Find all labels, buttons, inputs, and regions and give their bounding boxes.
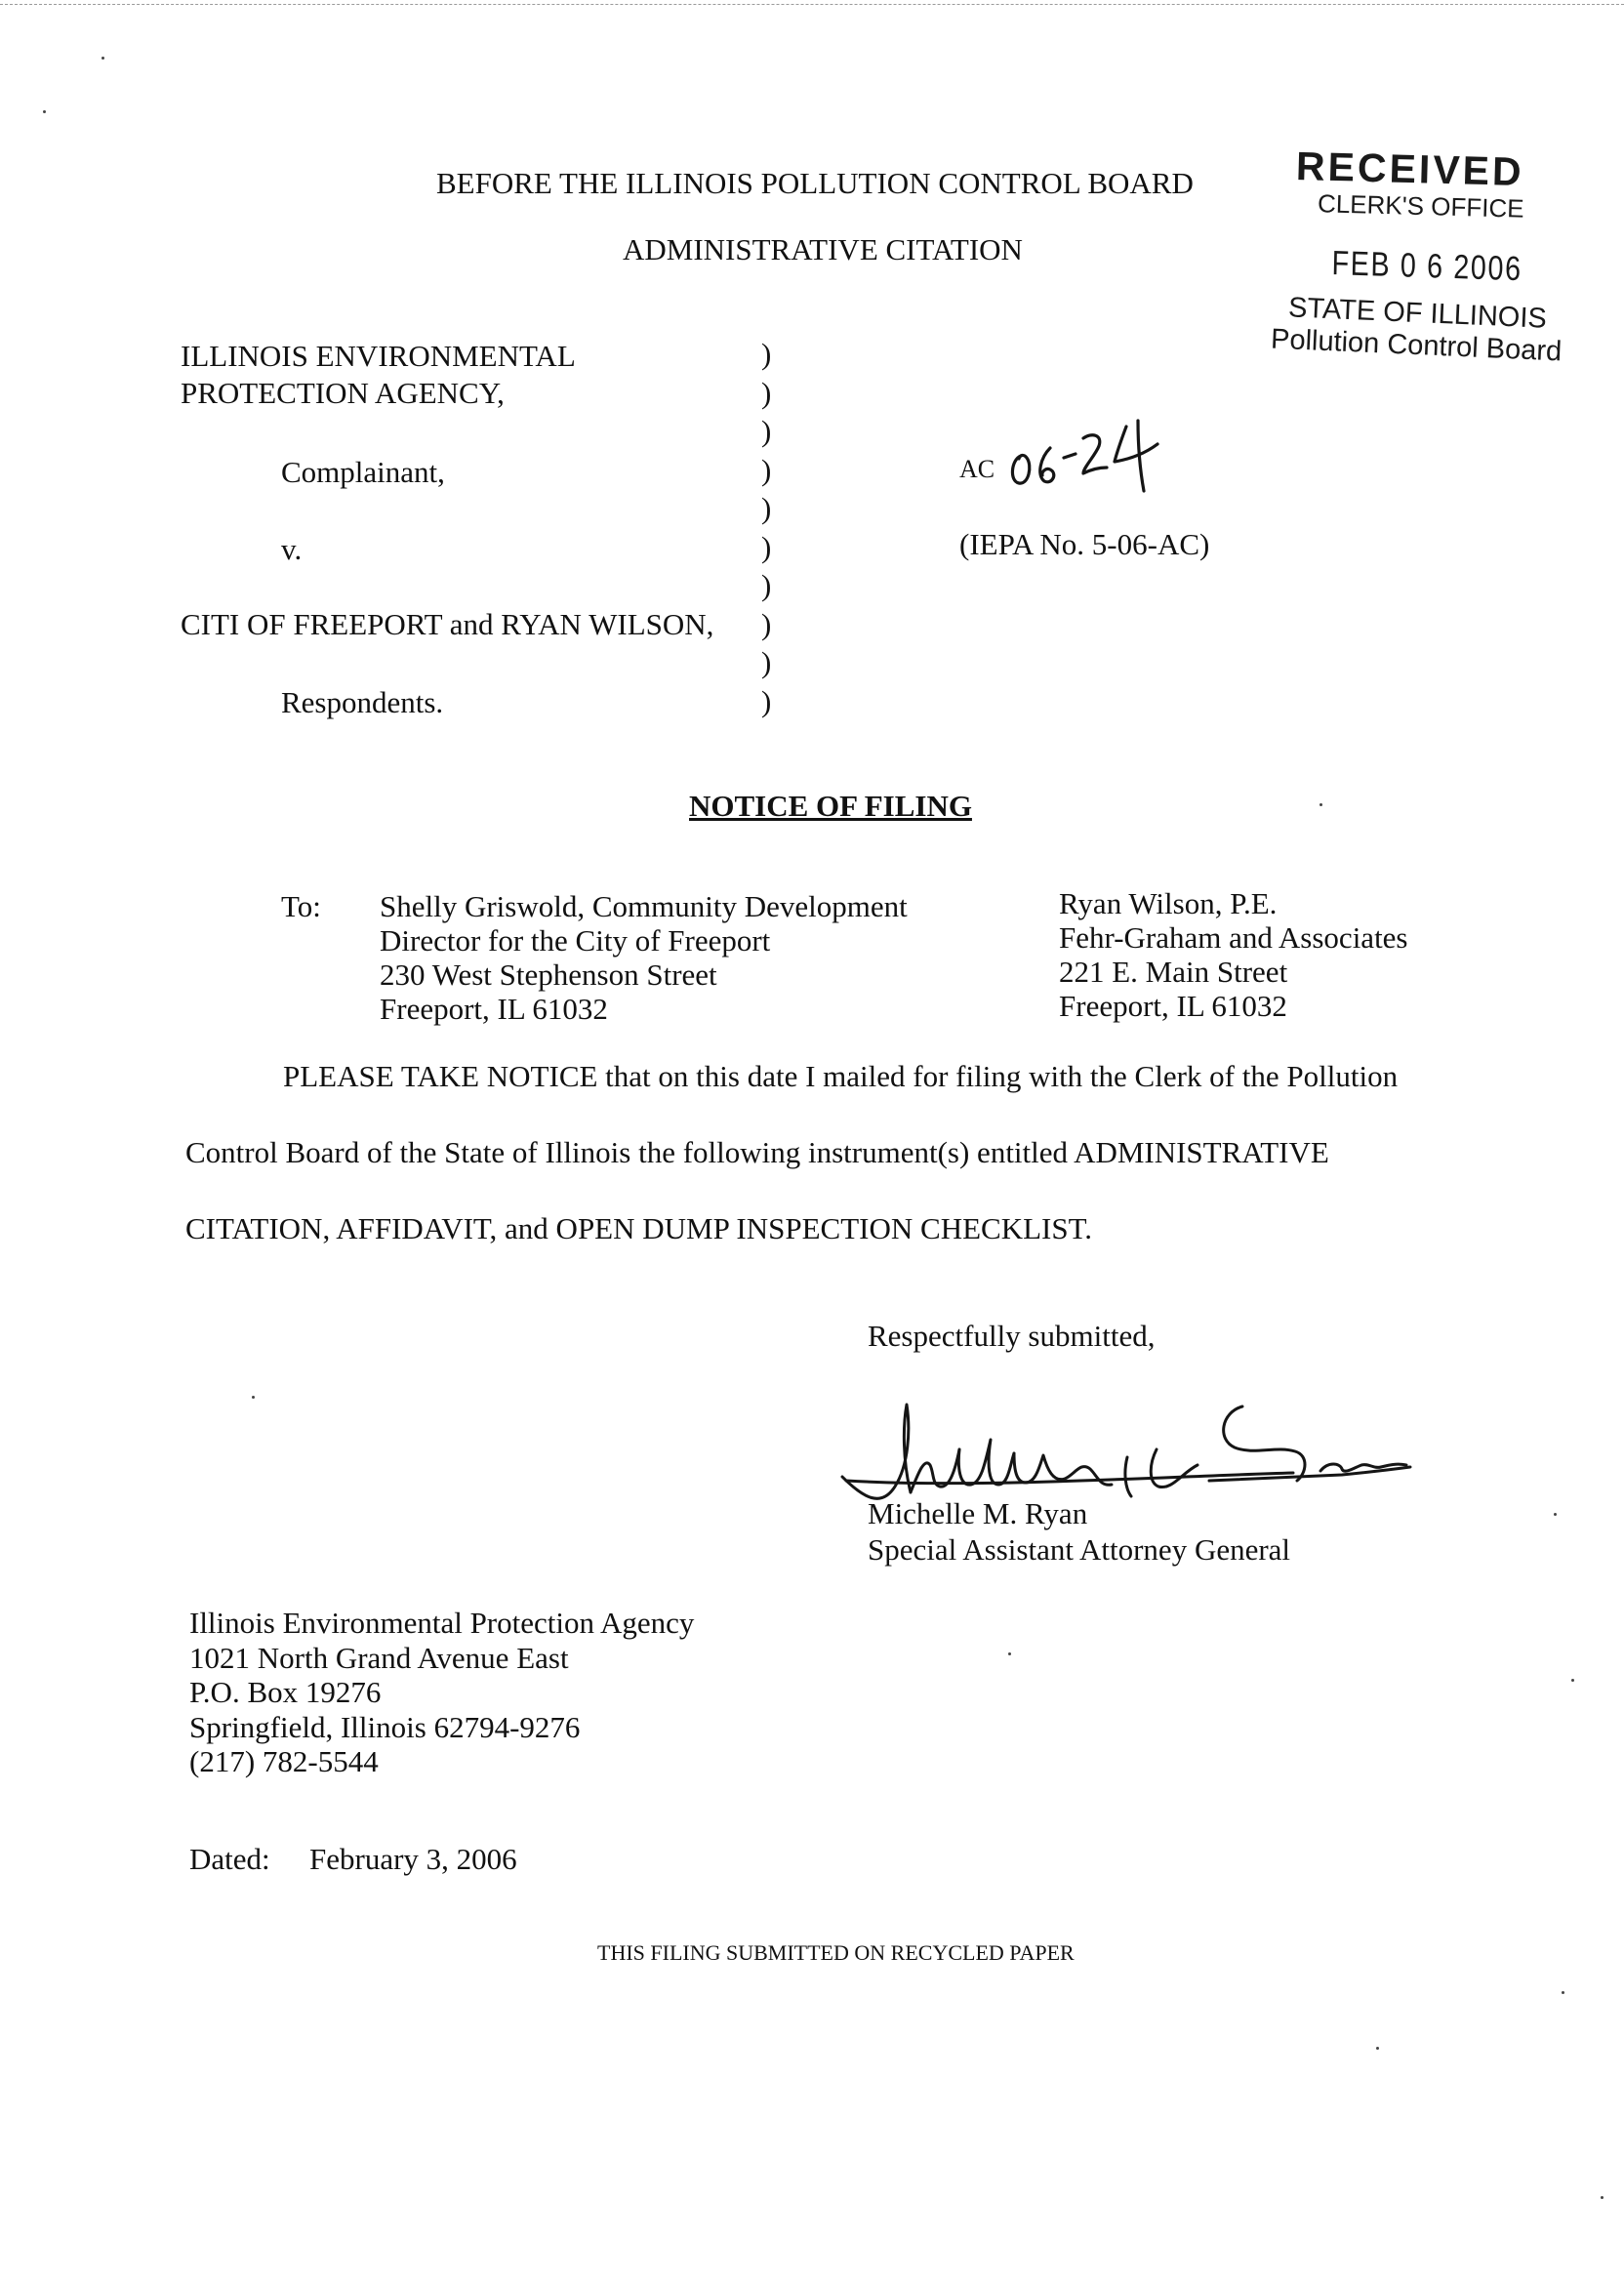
scan-speck (1601, 2196, 1604, 2199)
dated-label: Dated: (189, 1842, 270, 1876)
agency-address-line: P.O. Box 19276 (189, 1675, 382, 1709)
document-type-heading: ADMINISTRATIVE CITATION (623, 232, 1023, 266)
scan-speck (252, 1396, 255, 1399)
caption-parenthesis: ) (761, 337, 772, 371)
board-heading: BEFORE THE ILLINOIS POLLUTION CONTROL BOARD (436, 166, 1194, 200)
agency-address-line: 1021 North Grand Avenue East (189, 1640, 569, 1675)
agency-address-line: (217) 782-5544 (189, 1744, 379, 1778)
scan-speck (1562, 1991, 1564, 1994)
caption-parenthesis: ) (761, 375, 772, 410)
case-number-handwritten (1005, 415, 1171, 493)
scan-top-edge (0, 4, 1624, 5)
stamp-board: Pollution Control Board (1270, 323, 1563, 368)
scan-speck (1008, 1652, 1011, 1655)
signer-name: Michelle M. Ryan (868, 1496, 1088, 1530)
caption-parenthesis: ) (761, 414, 772, 448)
stamp-received: RECEIVED (1295, 143, 1525, 195)
caption-parenthesis: ) (761, 568, 772, 602)
dated-value: February 3, 2006 (309, 1842, 517, 1876)
recycled-paper-footer: THIS FILING SUBMITTED ON RECYCLED PAPER (597, 1940, 1075, 1965)
recipient-right-line: Ryan Wilson, P.E. (1059, 886, 1278, 920)
recipient-right-address (1059, 886, 1408, 1023)
recipient-left-line: Freeport, IL 61032 (380, 992, 608, 1026)
scan-speck (102, 57, 104, 60)
complainant-role: Complainant, (281, 455, 445, 489)
caption-parenthesis: ) (761, 529, 772, 564)
caption-parenthesis: ) (761, 491, 772, 525)
to-label: To: (281, 889, 321, 923)
caption-parenthesis: ) (761, 683, 772, 718)
caption-parenthesis: ) (761, 452, 772, 487)
complainant-name-line2: PROTECTION AGENCY, (181, 376, 505, 410)
handwritten-case-number-svg (1005, 415, 1171, 493)
signer-title: Special Assistant Attorney General (868, 1532, 1291, 1567)
agency-address-block (189, 1606, 694, 1779)
caption-parenthesis: ) (761, 645, 772, 679)
recipient-left-line: Shelly Griswold, Community Development (380, 889, 908, 923)
recipient-right-line: Freeport, IL 61032 (1059, 989, 1287, 1023)
stamp-state: STATE OF ILLINOIS (1287, 292, 1548, 335)
recipient-right-line: Fehr-Graham and Associates (1059, 920, 1408, 955)
complainant-name-line1: ILLINOIS ENVIRONMENTAL (181, 339, 576, 373)
agency-address-line: Springfield, Illinois 62794-9276 (189, 1709, 581, 1744)
recipient-left-line: 230 West Stephenson Street (380, 958, 717, 992)
recipient-left-line: Director for the City of Freeport (380, 923, 771, 958)
notice-of-filing-title: NOTICE OF FILING (689, 789, 972, 823)
case-number-prefix: AC (959, 455, 995, 483)
respondents-name: CITI OF FREEPORT and RYAN WILSON, (181, 607, 714, 641)
caption-parenthesis: ) (761, 606, 772, 641)
respondents-role: Respondents. (281, 685, 444, 719)
scan-speck (1571, 1679, 1574, 1682)
recipient-right-line: 221 E. Main Street (1059, 955, 1288, 989)
iepa-number: (IEPA No. 5-06-AC) (959, 527, 1210, 561)
recipient-left-address (380, 889, 908, 1026)
notice-body-line3: CITATION, AFFIDAVIT, and OPEN DUMP INSPECTION CHECKLIST. (185, 1211, 1092, 1245)
agency-address-line: Illinois Environmental Protection Agency (189, 1606, 695, 1640)
closing-phrase: Respectfully submitted, (868, 1319, 1156, 1353)
stamp-date: FEB 0 6 2006 (1331, 244, 1523, 289)
scan-speck (1376, 2047, 1379, 2050)
notice-body-line2: Control Board of the State of Illinois the following instrument(s) entitled ADMINISTRATIVE (185, 1135, 1329, 1169)
scan-speck (1320, 803, 1322, 806)
versus-label: v. (281, 532, 303, 566)
scan-speck (43, 110, 46, 113)
caption-parenthesis-column (761, 335, 771, 720)
stamp-office: CLERK'S OFFICE (1317, 188, 1524, 224)
scan-speck (1554, 1513, 1557, 1516)
notice-body-line1: PLEASE TAKE NOTICE that on this date I mailed for filing with the Clerk of the Pollution (283, 1059, 1399, 1093)
